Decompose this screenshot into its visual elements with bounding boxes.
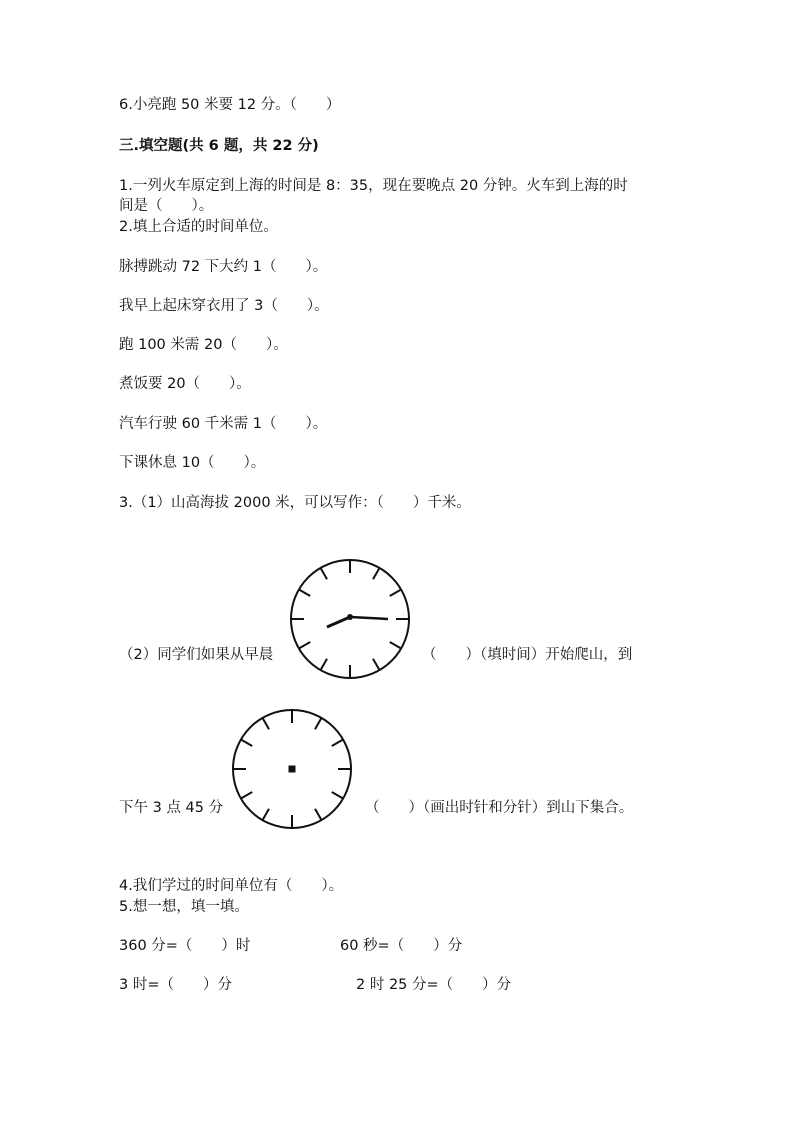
question-2-item-1: 脉搏跳动 72 下大约 1（ ）。	[119, 259, 328, 275]
question-4: 4.我们学过的时间单位有（ ）。	[119, 878, 344, 894]
question-2-item-6: 下课休息 10（ ）。	[119, 455, 266, 471]
blank-clock-face	[231, 708, 353, 830]
question-5-item-1: 360 分=（ ）时	[119, 938, 251, 954]
question-1-line-2: 间是（ ）。	[119, 198, 214, 214]
question-6: 6.小亮跑 50 米要 12 分。（ ）	[119, 97, 341, 113]
question-5-item-2: 60 秒=（ ）分	[340, 938, 463, 954]
clock-center	[347, 614, 353, 620]
clock-center	[289, 766, 296, 773]
question-3-part-3-right: （ ）（画出时针和分针）到山下集合。	[365, 800, 634, 816]
clock-face-with-hands	[289, 558, 411, 680]
question-2-item-5: 汽车行驶 60 千米需 1（ ）。	[119, 416, 328, 432]
question-3-part-1: 3.（1）山高海拔 2000 米，可以写作：（ ）千米。	[119, 495, 471, 511]
question-2-title: 2.填上合适的时间单位。	[119, 219, 278, 235]
question-5-title: 5.想一想，填一填。	[119, 899, 249, 915]
question-3-part-2-left: （2）同学们如果从早晨	[119, 647, 274, 663]
section-3-title: 三.填空题(共 6 题，共 22 分)	[119, 138, 319, 154]
question-2-item-3: 跑 100 米需 20（ ）。	[119, 337, 288, 353]
question-5-item-4: 2 时 25 分=（ ）分	[356, 977, 512, 993]
question-2-item-2: 我早上起床穿衣用了 3（ ）。	[119, 298, 329, 314]
question-3-part-3-left: 下午 3 点 45 分	[119, 800, 224, 816]
question-3-part-2-right: （ ）（填时间）开始爬山，到	[422, 647, 633, 663]
question-5-item-3: 3 时=（ ）分	[119, 977, 232, 993]
question-1-line-1: 1.一列火车原定到上海的时间是 8：35，现在要晚点 20 分钟。火车到上海的时	[119, 178, 628, 194]
question-2-item-4: 煮饭要 20（ ）。	[119, 376, 251, 392]
